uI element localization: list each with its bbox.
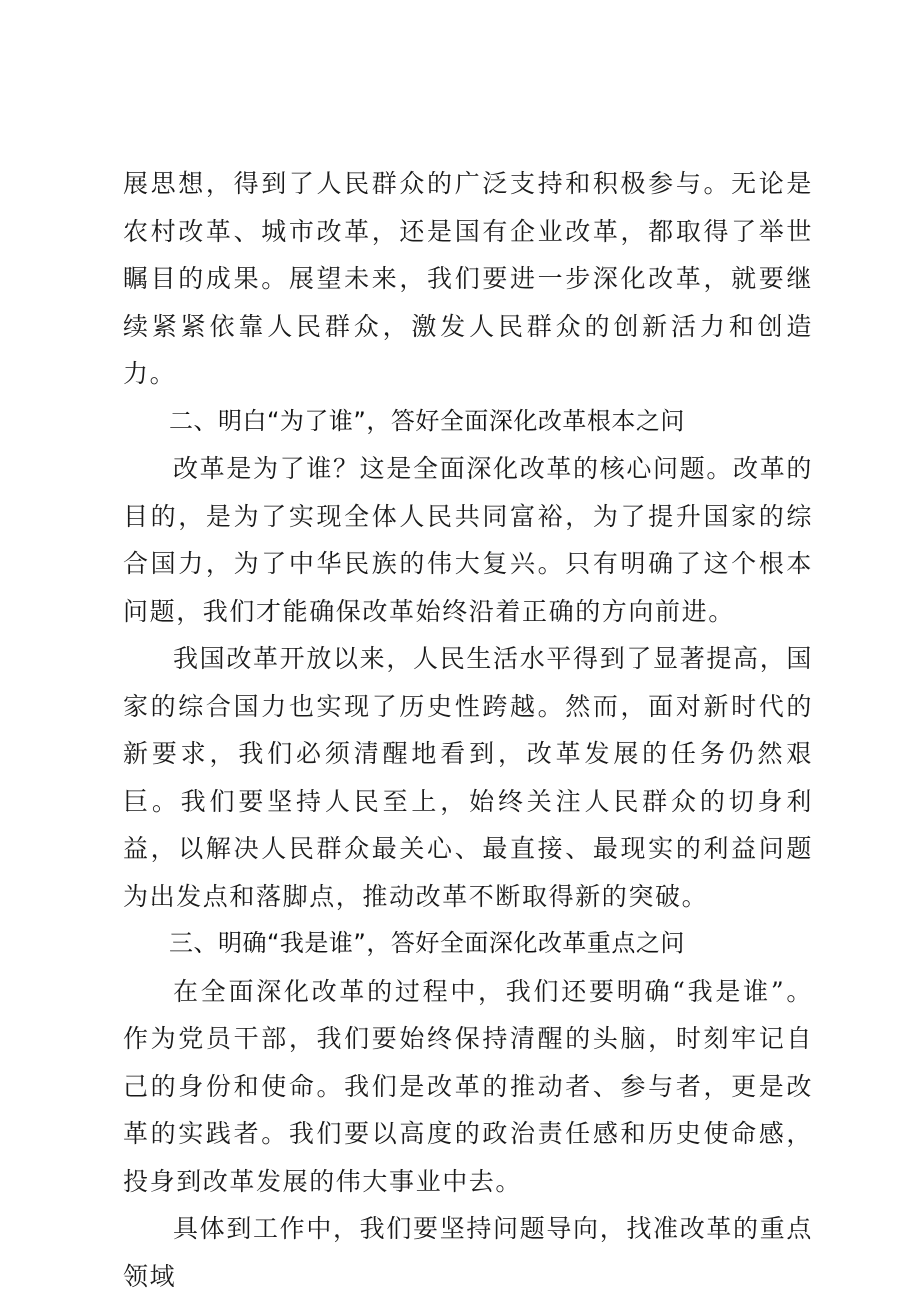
paragraph-continued: 展思想，得到了人民群众的广泛支持和积极参与。无论是农村改革、城市改革，还是国有企业改革，都取得了举世瞩目的成果。展望未来，我们要进一步深化改革，就要继续紧紧依靠人民群众，激发人民群众的创新活力和创造力。 xyxy=(123,169,813,388)
paragraph: 改革是为了谁？这是全面深化改革的核心问题。改革的目的，是为了实现全体人民共同富裕，为了提升国家的综合国力，为了中华民族的伟大复兴。只有明确了这个根本问题，我们才能确保改革始终沿着正确的方向前进。 xyxy=(123,454,813,626)
paragraph: 我国改革开放以来，人民生活水平得到了显著提高，国家的综合国力也实现了历史性跨越。然而，面对新时代的新要求，我们必须清醒地看到，改革发展的任务仍然艰巨。我们要坚持人民至上，始终关注人民群众的切身利益，以解决人民群众最关心、最直接、最现实的利益问题为出发点和落脚点，推动改革不断取得新的突破。 xyxy=(123,644,813,911)
section-heading-3: 三、明确“我是谁”，答好全面深化改革重点之问 xyxy=(169,929,685,957)
paragraph-last: 具体到工作中，我们要坚持问题导向，找准改革的重点领域 xyxy=(123,1214,813,1291)
paragraph: 在全面深化改革的过程中，我们还要明确“我是谁”。作为党员干部，我们要始终保持清醒的头脑，时刻牢记自己的身份和使命。我们是改革的推动者、参与者，更是改革的实践者。我们要以高度的政治责任感和历史使命感，投身到改革发展的伟大事业中去。 xyxy=(123,976,813,1196)
document-body xyxy=(123,160,813,1300)
section-heading-2: 二、明白“为了谁”，答好全面深化改革根本之问 xyxy=(169,406,685,435)
